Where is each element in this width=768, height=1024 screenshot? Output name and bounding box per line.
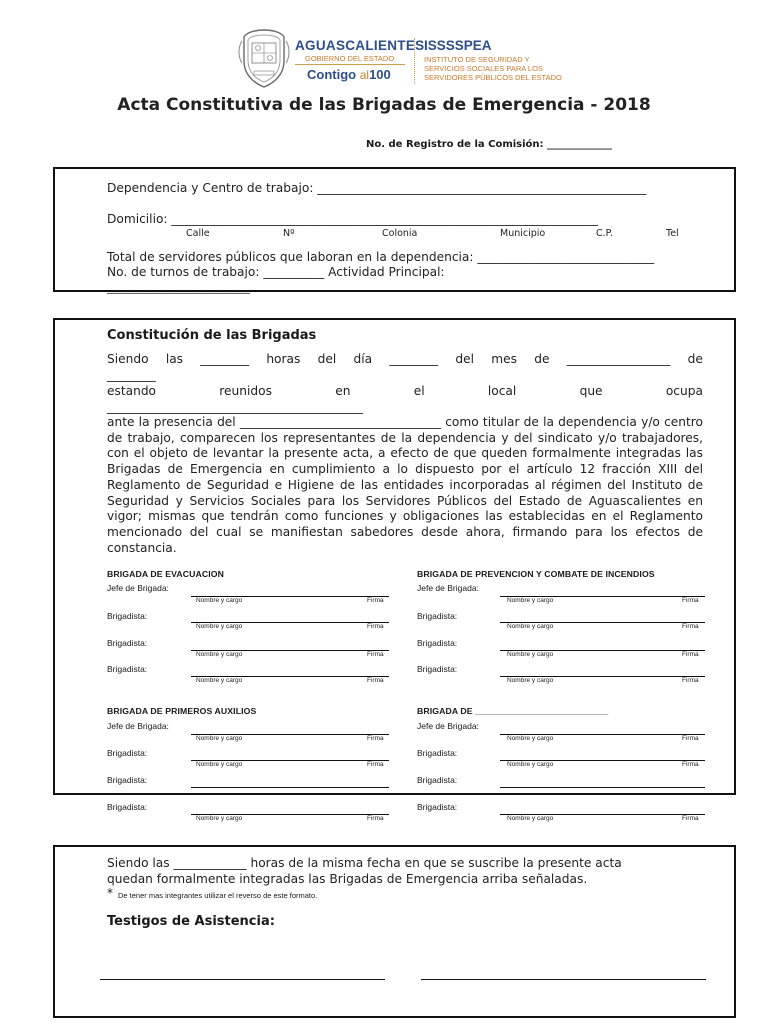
name-caption: Nombre y cargo bbox=[196, 761, 243, 768]
name-caption: Nombre y cargo bbox=[507, 597, 554, 604]
dia-blank[interactable]: ________ bbox=[389, 352, 439, 366]
word: local bbox=[487, 384, 517, 398]
name-caption: Nombre y cargo bbox=[507, 761, 554, 768]
state-subtitle: GOBIERNO DEL ESTADO bbox=[305, 54, 395, 63]
header-divider bbox=[414, 38, 415, 84]
word: día bbox=[353, 352, 373, 366]
firma-caption: Firma bbox=[682, 651, 699, 658]
year-blank[interactable]: ________ bbox=[107, 368, 156, 382]
brigadista-label: Brigadista: bbox=[417, 748, 458, 758]
signature-line[interactable] bbox=[191, 787, 389, 788]
col-tel: Tel bbox=[666, 228, 679, 239]
col-municipio: Municipio bbox=[500, 228, 546, 239]
jefe-label: Jefe de Brigada: bbox=[417, 583, 479, 593]
jefe-label: Jefe de Brigada: bbox=[107, 583, 169, 593]
slogan-connector: al bbox=[359, 68, 370, 82]
document-title: Acta Constitutiva de las Brigadas de Emergencia - 2018 bbox=[117, 95, 651, 115]
word: ocupa bbox=[665, 384, 703, 398]
name-caption: Nombre y cargo bbox=[507, 651, 554, 658]
firma-caption: Firma bbox=[682, 623, 699, 630]
constitution-paragraph: ante la presencia del _________________________________ como titular de la dependencia y/o centro de trabajo, comparecen los representantes de la dependencia y del sindicato y/o trabajadores, con el objeto de levantar la presente acta, a efecto de que queden formalmente integradas las Brigadas de Emergencia en cumplimiento a lo dispuesto por el artículo 12 fracción XIII del Reglamento de Seguridad e Higiene de las entidades incorporadas al régimen del Instituto de Seguridad y Servicios Sociales para los Servidores Públicos del Estado de Aguascalientes en vigor; mismas que tendrán como funciones y obligaciones las establecidas en el Reglamento mencionado del cual se manifiestan sabedores desde ahora, firmando para los efectos de constancia. bbox=[107, 415, 703, 555]
word: las bbox=[165, 352, 184, 366]
name-caption: Nombre y cargo bbox=[196, 815, 243, 822]
word: el bbox=[413, 384, 425, 398]
local-blank[interactable]: __________________________________________ bbox=[107, 400, 363, 414]
dependencia-field[interactable]: Dependencia y Centro de trabajo: ______________________________________________________ bbox=[107, 181, 647, 195]
witnesses-title: Testigos de Asistencia: bbox=[107, 914, 275, 929]
firma-caption: Firma bbox=[367, 761, 384, 768]
witness-signature-line-1[interactable] bbox=[100, 979, 385, 980]
brand-divider-line bbox=[295, 64, 405, 65]
brigadista-label: Brigadista: bbox=[417, 638, 458, 648]
brigade-prevention-title: BRIGADA DE PREVENCION Y COMBATE DE INCENDIOS bbox=[417, 569, 655, 579]
total-servidores-field[interactable]: Total de servidores públicos que laboran en la dependencia: _____________________________ bbox=[107, 250, 655, 264]
col-calle: Calle bbox=[186, 228, 210, 239]
constitution-line-1 bbox=[107, 352, 703, 366]
firma-caption: Firma bbox=[682, 815, 699, 822]
name-caption: Nombre y cargo bbox=[196, 597, 243, 604]
institute-line-1: INSTITUTO DE SEGURIDAD Y bbox=[424, 55, 530, 64]
slogan-number: 100 bbox=[369, 67, 391, 82]
brigadista-label: Brigadista: bbox=[107, 775, 148, 785]
word: del bbox=[455, 352, 474, 366]
word: de bbox=[534, 352, 550, 366]
brigade-first-aid-title: BRIGADA DE PRIMEROS AUXILIOS bbox=[107, 706, 257, 716]
name-caption: Nombre y cargo bbox=[507, 623, 554, 630]
firma-caption: Firma bbox=[367, 815, 384, 822]
slogan-word: Contigo bbox=[307, 67, 357, 82]
word: estando bbox=[107, 384, 157, 398]
closing-box bbox=[53, 845, 736, 1018]
domicilio-field[interactable]: Domicilio: ______________________________________________________________________ bbox=[107, 212, 598, 226]
word: en bbox=[335, 384, 351, 398]
word: reunidos bbox=[219, 384, 272, 398]
firma-caption: Firma bbox=[682, 677, 699, 684]
firma-caption: Firma bbox=[367, 651, 384, 658]
brigadista-label: Brigadista: bbox=[107, 664, 148, 674]
actividad-principal-line[interactable]: __________________________ bbox=[107, 281, 250, 294]
col-colonia: Colonia bbox=[382, 228, 418, 239]
firma-caption: Firma bbox=[367, 623, 384, 630]
note-asterisk: * bbox=[107, 886, 113, 900]
signature-line[interactable] bbox=[500, 787, 705, 788]
closing-line-1[interactable]: Siendo las ____________ horas de la misma fecha en que se suscribe la presente acta bbox=[107, 856, 622, 870]
constitution-line-3 bbox=[107, 384, 703, 398]
word: que bbox=[579, 384, 603, 398]
brigadista-label: Brigadista: bbox=[107, 611, 148, 621]
name-caption: Nombre y cargo bbox=[196, 623, 243, 630]
name-caption: Nombre y cargo bbox=[196, 677, 243, 684]
col-numero: Nº bbox=[283, 228, 295, 239]
state-name: AGUASCALIENTES bbox=[295, 38, 425, 53]
word: Siendo bbox=[107, 352, 149, 366]
turnos-field[interactable]: No. de turnos de trabajo: __________ Actividad Principal: bbox=[107, 265, 445, 279]
word: mes bbox=[491, 352, 517, 366]
firma-caption: Firma bbox=[367, 597, 384, 604]
name-caption: Nombre y cargo bbox=[507, 677, 554, 684]
col-cp: C.P. bbox=[596, 228, 613, 239]
brigadista-label: Brigadista: bbox=[417, 611, 458, 621]
witness-signature-line-2[interactable] bbox=[421, 979, 706, 980]
firma-caption: Firma bbox=[682, 735, 699, 742]
closing-line-2: quedan formalmente integradas las Brigadas de Emergencia arriba señaladas. bbox=[107, 872, 588, 886]
extra-members-note: De tener mas integrantes utilizar el reverso de este formato. bbox=[118, 891, 318, 900]
state-seal-logo bbox=[238, 27, 290, 89]
institute-line-2: SERVICIOS SOCIALES PARA LOS bbox=[424, 64, 543, 73]
hora-blank[interactable]: ________ bbox=[200, 352, 250, 366]
brigadista-label: Brigadista: bbox=[107, 638, 148, 648]
brigade-evacuation-title: BRIGADA DE EVACUACION bbox=[107, 569, 224, 579]
firma-caption: Firma bbox=[682, 761, 699, 768]
word: de bbox=[687, 352, 703, 366]
brigade-other-title[interactable]: BRIGADA DE ___________________________ bbox=[417, 706, 609, 716]
registration-number: No. de Registro de la Comisión: _____________ bbox=[366, 139, 613, 150]
firma-caption: Firma bbox=[367, 735, 384, 742]
firma-caption: Firma bbox=[367, 677, 384, 684]
name-caption: Nombre y cargo bbox=[196, 651, 243, 658]
institute-name: ISSSSPEA bbox=[424, 38, 492, 53]
name-caption: Nombre y cargo bbox=[507, 815, 554, 822]
brigadista-label: Brigadista: bbox=[417, 775, 458, 785]
word: del bbox=[317, 352, 337, 366]
brigadista-label: Brigadista: bbox=[107, 748, 148, 758]
firma-caption: Firma bbox=[682, 597, 699, 604]
brigadista-label: Brigadista: bbox=[107, 802, 148, 812]
jefe-label: Jefe de Brigada: bbox=[107, 721, 169, 731]
constitution-title: Constitución de las Brigadas bbox=[107, 328, 317, 343]
jefe-label: Jefe de Brigada: bbox=[417, 721, 479, 731]
state-slogan bbox=[307, 67, 391, 82]
mes-blank[interactable]: _________________ bbox=[566, 352, 671, 366]
name-caption: Nombre y cargo bbox=[196, 735, 243, 742]
brigadista-label: Brigadista: bbox=[417, 664, 458, 674]
word: horas bbox=[266, 352, 301, 366]
brigadista-label: Brigadista: bbox=[417, 802, 458, 812]
institute-line-3: SERVIDORES PÚBLICOS DEL ESTADO bbox=[424, 73, 562, 82]
name-caption: Nombre y cargo bbox=[507, 735, 554, 742]
